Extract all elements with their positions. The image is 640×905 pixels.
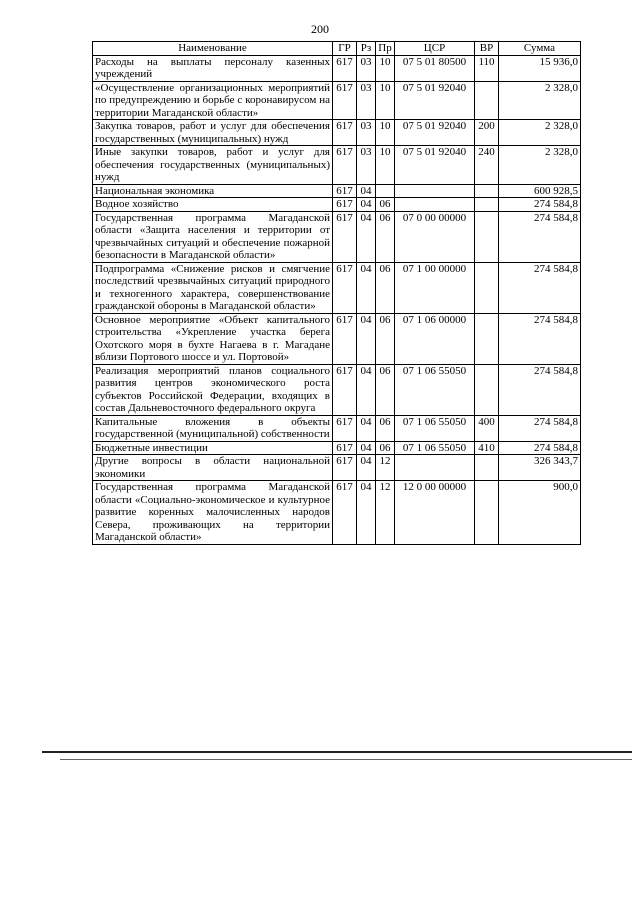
cell-vr: [475, 455, 499, 481]
cell-rz: 04: [357, 198, 376, 212]
cell-sum: 274 584,8: [499, 364, 581, 415]
cell-csr: 07 0 00 00000: [395, 211, 475, 262]
cell-pr: 10: [376, 55, 395, 81]
cell-name: Бюджетные инвестиции: [93, 441, 333, 455]
table-row: [93, 211, 581, 262]
cell-gr: 617: [333, 211, 357, 262]
cell-rz: 03: [357, 81, 376, 120]
cell-sum: 600 928,5: [499, 184, 581, 198]
cell-name: Национальная экономика: [93, 184, 333, 198]
cell-csr: 07 1 00 00000: [395, 262, 475, 313]
cell-csr: 12 0 00 00000: [395, 481, 475, 545]
cell-csr: [395, 198, 475, 212]
header-sum: Сумма: [499, 42, 581, 56]
cell-vr: [475, 211, 499, 262]
cell-rz: 04: [357, 262, 376, 313]
cell-rz: 04: [357, 313, 376, 364]
cell-sum: 326 343,7: [499, 455, 581, 481]
cell-name: Закупка товаров, работ и услуг для обеспечения государственных (муниципальных) нужд: [93, 120, 333, 146]
table-body: [93, 55, 581, 544]
cell-sum: 274 584,8: [499, 415, 581, 441]
table-row: [93, 262, 581, 313]
table-row: [93, 198, 581, 212]
table-row: [93, 184, 581, 198]
cell-csr: [395, 455, 475, 481]
cell-vr: 400: [475, 415, 499, 441]
cell-name: Государственная программа Магаданской области «Социально-экономическое и культурное развитие коренных малочисленных народов Севера, проживающих на территории Магаданской области»: [93, 481, 333, 545]
cell-rz: 04: [357, 184, 376, 198]
cell-pr: 10: [376, 120, 395, 146]
cell-vr: 410: [475, 441, 499, 455]
table-row: [93, 455, 581, 481]
cell-gr: 617: [333, 364, 357, 415]
cell-pr: 06: [376, 211, 395, 262]
cell-pr: 10: [376, 146, 395, 185]
cell-vr: 200: [475, 120, 499, 146]
cell-csr: 07 1 06 55050: [395, 441, 475, 455]
cell-rz: 03: [357, 146, 376, 185]
cell-name: Другие вопросы в области национальной экономики: [93, 455, 333, 481]
cell-vr: 240: [475, 146, 499, 185]
table-row: [93, 441, 581, 455]
cell-name: Расходы на выплаты персоналу казенных учреждений: [93, 55, 333, 81]
cell-rz: 04: [357, 455, 376, 481]
cell-csr: 07 5 01 92040: [395, 81, 475, 120]
cell-gr: 617: [333, 481, 357, 545]
cell-gr: 617: [333, 262, 357, 313]
cell-vr: [475, 262, 499, 313]
cell-csr: 07 1 06 55050: [395, 415, 475, 441]
cell-name: Подпрограмма «Снижение рисков и смягчение последствий чрезвычайных ситуаций природного и техногенного характера, совершенствование гражданской обороны в Магаданской области»: [93, 262, 333, 313]
cell-sum: 2 328,0: [499, 146, 581, 185]
cell-gr: 617: [333, 146, 357, 185]
cell-pr: 12: [376, 481, 395, 545]
cell-vr: [475, 313, 499, 364]
header-csr: ЦСР: [395, 42, 475, 56]
cell-pr: 12: [376, 455, 395, 481]
cell-pr: 06: [376, 441, 395, 455]
cell-sum: 900,0: [499, 481, 581, 545]
cell-gr: 617: [333, 198, 357, 212]
cell-vr: 110: [475, 55, 499, 81]
cell-pr: 06: [376, 313, 395, 364]
cell-sum: 274 584,8: [499, 441, 581, 455]
table-row: [93, 364, 581, 415]
cell-rz: 04: [357, 364, 376, 415]
table-row: [93, 55, 581, 81]
cell-rz: 03: [357, 55, 376, 81]
table-row: [93, 415, 581, 441]
cell-vr: [475, 364, 499, 415]
cell-gr: 617: [333, 441, 357, 455]
cell-rz: 04: [357, 211, 376, 262]
cell-csr: 07 5 01 80500: [395, 55, 475, 81]
cell-rz: 04: [357, 415, 376, 441]
cell-pr: 06: [376, 364, 395, 415]
cell-name: «Осуществление организационных мероприятий по предупреждению и борьбе с коронавирусом на территории Магаданской области»: [93, 81, 333, 120]
cell-sum: 2 328,0: [499, 81, 581, 120]
cell-csr: 07 1 06 00000: [395, 313, 475, 364]
table-row: [93, 81, 581, 120]
cell-gr: 617: [333, 55, 357, 81]
header-pr: Пр: [376, 42, 395, 56]
cell-pr: [376, 184, 395, 198]
cell-vr: [475, 81, 499, 120]
cell-gr: 617: [333, 313, 357, 364]
cell-name: Водное хозяйство: [93, 198, 333, 212]
table-row: [93, 120, 581, 146]
table-row: [93, 313, 581, 364]
cell-sum: 274 584,8: [499, 262, 581, 313]
table-header-row: [93, 42, 581, 56]
cell-pr: 10: [376, 81, 395, 120]
budget-table: [92, 41, 581, 545]
cell-csr: 07 1 06 55050: [395, 364, 475, 415]
header-name: Наименование: [93, 42, 333, 56]
cell-vr: [475, 184, 499, 198]
cell-sum: 274 584,8: [499, 211, 581, 262]
cell-name: Основное мероприятие «Объект капитального строительства «Укрепление участка берега Охотского моря в бухте Нагаева в г. Магадане вблизи Портового шоссе и ул. Портовой»: [93, 313, 333, 364]
cell-gr: 617: [333, 81, 357, 120]
page-number: 200: [311, 22, 329, 36]
cell-pr: 06: [376, 415, 395, 441]
header-vr: ВР: [475, 42, 499, 56]
cell-rz: 04: [357, 441, 376, 455]
cell-vr: [475, 481, 499, 545]
cell-csr: 07 5 01 92040: [395, 146, 475, 185]
cell-pr: 06: [376, 198, 395, 212]
footer-divider-thin: [60, 759, 632, 760]
cell-sum: 15 936,0: [499, 55, 581, 81]
cell-name: Реализация мероприятий планов социального развития центров экономического роста субъектов Российской Федерации, входящих в состав Дальневосточного федерального округа: [93, 364, 333, 415]
cell-pr: 06: [376, 262, 395, 313]
cell-gr: 617: [333, 455, 357, 481]
table-row: [93, 146, 581, 185]
table-row: [93, 481, 581, 545]
cell-gr: 617: [333, 120, 357, 146]
header-gr: ГР: [333, 42, 357, 56]
cell-rz: 03: [357, 120, 376, 146]
cell-gr: 617: [333, 184, 357, 198]
cell-sum: 274 584,8: [499, 198, 581, 212]
cell-name: Иные закупки товаров, работ и услуг для обеспечения государственных (муниципальных) нужд: [93, 146, 333, 185]
cell-gr: 617: [333, 415, 357, 441]
cell-name: Государственная программа Магаданской области «Защита населения и территории от чрезвычайных ситуаций и обеспечение пожарной безопасности в Магаданской области»: [93, 211, 333, 262]
cell-sum: 2 328,0: [499, 120, 581, 146]
cell-sum: 274 584,8: [499, 313, 581, 364]
cell-vr: [475, 198, 499, 212]
footer-divider: [42, 751, 632, 753]
cell-csr: [395, 184, 475, 198]
cell-rz: 04: [357, 481, 376, 545]
cell-csr: 07 5 01 92040: [395, 120, 475, 146]
header-rz: Рз: [357, 42, 376, 56]
cell-name: Капитальные вложения в объекты государственной (муниципальной) собственности: [93, 415, 333, 441]
